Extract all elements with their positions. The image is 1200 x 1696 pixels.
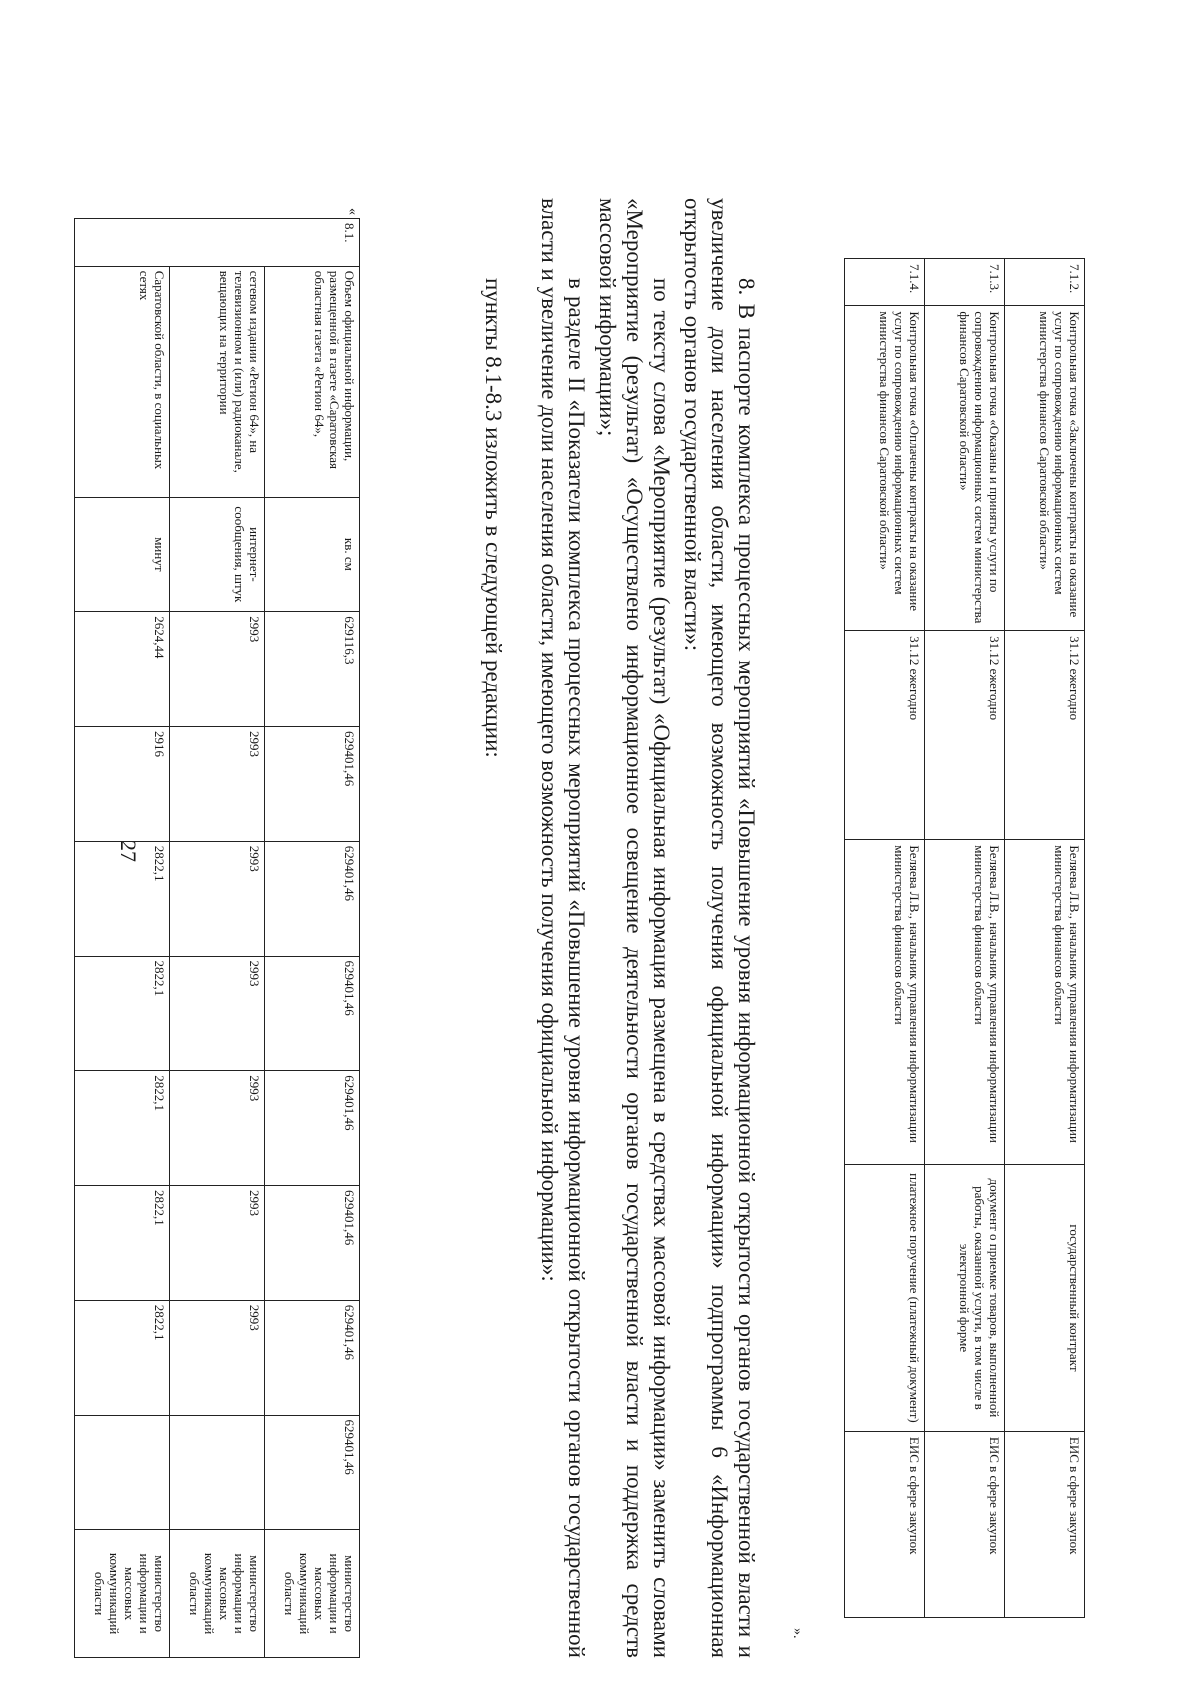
responsible-person: Беляева Л.В., начальник управления информатизации министерства финансов области [845,840,925,1165]
control-point-name: Контрольная точка «Оказаны и приняты услуги по сопровождению информационных систем министерства финансов Саратовской области» [925,306,1005,631]
value-cell: 629401,46 [265,727,360,842]
value-cell: 629401,46 [265,1186,360,1301]
value-cell: 2822,1 [75,1071,170,1186]
table-row [265,219,360,1658]
control-points-table [844,258,1085,1618]
value-cell: 629401,46 [265,956,360,1071]
value-cell: 2624,44 [75,612,170,727]
paragraph-text-replacement: по тексту слова «Мероприятие (результат) «Официальная информация размещена в средствах массовой информации» заменить словами «Мероприятие (результат) «Осуществлено информационное освещение деятельности органов государственной власти и поддержка средств массовой информации»; [595,198,674,1658]
value-cell: 2822,1 [75,956,170,1071]
information-system: ЕИС в сфере закупок [925,1431,1005,1617]
value-cell: 2993 [170,841,265,956]
indicator-name: Объем официальной информации, размещенной в газете «Саратовская областная газета «Регион 64», [265,266,360,497]
value-cell: 629401,46 [265,841,360,956]
responsible-person: Беляева Л.В., начальник управления информатизации министерства финансов области [925,840,1005,1165]
value-cell: 2993 [170,1300,265,1415]
table-row [845,259,925,1618]
value-cell: 2916 [75,727,170,842]
unit: кв. см [265,497,360,612]
control-point-name: Контрольная точка «Заключены контракты на оказание услуг по сопровождению информационных систем министерства финансов Саратовской области» [1005,306,1085,631]
responsible-body: министерство информации и массовых коммуникаций области [170,1530,265,1658]
paragraph-items-wording: пункты 8.1-8.3 изложить в следующей редакции: [481,278,506,758]
row-number: 7.1.4. [845,259,925,306]
page-number: 27 [116,840,141,862]
paragraph-section-ii: в разделе II «Показатели комплекса процессных мероприятий «Повышение уровня информационной открытости органов государственной власти и увеличение доли населения области, имеющего возможность получения официальной информации»: [537,198,589,1658]
value-cell [75,1415,170,1530]
table-row [170,219,265,1658]
table-row [925,259,1005,1618]
deadline: 31.12 ежегодно [845,631,925,840]
unit: интернет-сообщения, штук [170,497,265,612]
value-cell: 2822,1 [75,841,170,956]
document-type: документ о приемке товаров, выполненной работы, оказанной услуги, в том числе в электронной форме [925,1164,1005,1431]
responsible-body: министерство информации и массовых коммуникаций области [265,1530,360,1658]
value-cell: 2822,1 [75,1186,170,1301]
information-system: ЕИС в сфере закупок [1005,1431,1085,1617]
row-number: 8.1. [75,219,360,267]
closing-quote: ». [790,1628,805,1639]
value-cell: 629401,46 [265,1415,360,1530]
deadline: 31.12 ежегодно [925,631,1005,840]
row-number: 7.1.3. [925,259,1005,306]
responsible-body: министерство информации и массовых коммуникаций области [75,1530,170,1658]
paragraph-8: 8. В паспорте комплекса процессных мероприятий «Повышение уровня информационной открытости органов государственной власти и увеличение доли населения области, имеющего возможность получения официальной информации» подпрограммы 6 «Информационная открытость органов государственной власти»: [680,198,759,1658]
value-cell: 629116,3 [265,612,360,727]
value-cell: 2822,1 [75,1300,170,1415]
indicators-table [74,218,360,1658]
value-cell: 2993 [170,612,265,727]
responsible-person: Беляева Л.В., начальник управления информатизации министерства финансов области [1005,840,1085,1165]
indicator-name: сетевом издании «Регион 64», на телевизионном и (или) радиоканале, вещающих на территории [170,266,265,497]
value-cell: 2993 [170,956,265,1071]
table-row [75,219,170,1658]
value-cell [170,1415,265,1530]
document-type: государственный контракт [1005,1164,1085,1431]
value-cell: 2993 [170,1186,265,1301]
opening-quote: « [345,208,360,215]
rotated-page-content [92,118,1105,1678]
value-cell: 2993 [170,727,265,842]
control-point-name: Контрольная точка «Оплачены контракты на оказание услуг по сопровождению информационных систем министерства финансов Саратовской области» [845,306,925,631]
row-number: 7.1.2. [1005,259,1085,306]
indicator-name: Саратовской области, в социальных сетях [75,266,170,497]
value-cell: 629401,46 [265,1071,360,1186]
value-cell: 629401,46 [265,1300,360,1415]
table-row [1005,259,1085,1618]
value-cell: 2993 [170,1071,265,1186]
deadline: 31.12 ежегодно [1005,631,1085,840]
unit: минут [75,497,170,612]
information-system: ЕИС в сфере закупок [845,1431,925,1617]
document-type: платежное поручение (платежный документ) [845,1164,925,1431]
